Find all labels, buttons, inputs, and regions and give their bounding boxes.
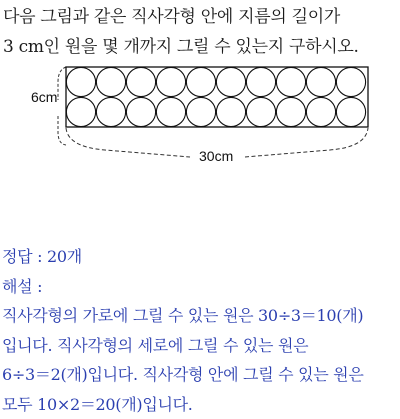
circle <box>96 97 125 126</box>
width-dimension-line-left <box>66 128 190 157</box>
circle <box>156 67 185 96</box>
circle <box>306 67 335 96</box>
question-line-1: 다음 그림과 같은 직사각형 안에 지름의 길이가 <box>3 7 340 27</box>
height-dimension-line-lower <box>58 116 66 145</box>
question-line-2: 3 cm인 원을 몇 개까지 그릴 수 있는지 구하시오. <box>3 37 359 57</box>
circle <box>186 97 215 126</box>
circle <box>246 67 275 96</box>
circle <box>276 67 305 96</box>
circle <box>66 97 95 126</box>
circle <box>96 67 125 96</box>
circle <box>336 97 365 126</box>
circle <box>306 97 335 126</box>
circle <box>276 97 305 126</box>
circle <box>186 67 215 96</box>
explanation-line-4: 모두 10×2＝20(개)입니다. <box>2 394 193 414</box>
explanation-line-3: 6÷3＝2(개)입니다. 직사각형 안에 그릴 수 있는 원은 <box>2 365 364 384</box>
circle <box>66 67 95 96</box>
answer-label: 정답 : 20개 <box>2 247 82 266</box>
circle <box>126 67 155 96</box>
question-text <box>3 2 399 62</box>
height-label: 6cm <box>31 89 58 105</box>
circle <box>336 67 365 96</box>
circle-grid <box>66 67 365 126</box>
width-dimension-line-right <box>245 128 368 157</box>
rectangle-circles-figure <box>0 62 400 172</box>
circle <box>156 97 185 126</box>
width-label: 30cm <box>199 148 234 164</box>
explanation-line-2: 입니다. 직사각형의 세로에 그릴 수 있는 원은 <box>2 335 309 355</box>
circle <box>126 97 155 126</box>
answer-section <box>2 242 398 419</box>
circle <box>246 97 275 126</box>
explanation-label: 해설 : <box>2 276 43 296</box>
explanation-line-1: 직사각형의 가로에 그릴 수 있는 원은 30÷3＝10(개) <box>2 306 364 325</box>
height-dimension-line <box>58 67 66 100</box>
circle <box>216 67 245 96</box>
circle <box>216 97 245 126</box>
